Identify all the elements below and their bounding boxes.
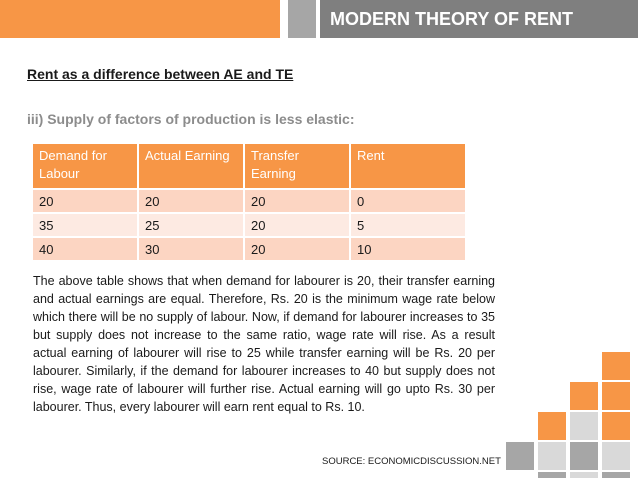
deco-square (538, 442, 566, 470)
cell-rent: 5 (350, 213, 465, 237)
deco-square (570, 412, 598, 440)
rent-table (33, 144, 465, 260)
table-row (33, 189, 465, 213)
deco-square (570, 442, 598, 470)
deco-square (602, 352, 630, 380)
source-credit: SOURCE: ECONOMICDISCUSSION.NET (322, 456, 501, 467)
cell-rent: 10 (350, 237, 465, 260)
cell-demand: 35 (33, 213, 138, 237)
cell-transfer-earning: 20 (244, 189, 350, 213)
deco-square (538, 412, 566, 440)
deco-square (570, 472, 598, 478)
section-subtitle: Rent as a difference between AE and TE (27, 66, 294, 82)
explanation-paragraph: The above table shows that when demand for labourer is 20, their transfer earning and actual earnings are equal. Therefore, Rs. 20 is the minimum wage rate below which there will be no supply of labour. Now, if demand for labourer increases to 35 but supply does not increase to the same ratio, wage rate will rise. As a result actual earning of labourer will rise to 25 while transfer earning will be Rs. 20 per labourer. Similarly, if the demand for labourer increases to 40 but supply does not rise, wage rate of labourer will further rise. Actual earning will go upto Rs. 30 per labourer. Thus, every labourer will earn rent equal to Rs. 10. (33, 274, 495, 414)
header-rent: Rent (350, 144, 465, 189)
deco-square (602, 382, 630, 410)
deco-square (506, 442, 534, 470)
table-header-row (33, 144, 465, 189)
deco-square (570, 382, 598, 410)
cell-demand: 40 (33, 237, 138, 260)
deco-square (602, 412, 630, 440)
header-gray-block (288, 0, 316, 38)
cell-transfer-earning: 20 (244, 213, 350, 237)
cell-demand: 20 (33, 189, 138, 213)
deco-square (602, 472, 630, 478)
header-transfer-earning: Transfer Earning (244, 144, 350, 189)
cell-rent: 0 (350, 189, 465, 213)
cell-transfer-earning: 20 (244, 237, 350, 260)
table-row (33, 213, 465, 237)
cell-actual-earning: 30 (138, 237, 244, 260)
deco-square (538, 472, 566, 478)
header-demand: Demand for Labour (33, 144, 138, 189)
slide-title: MODERN THEORY OF RENT (320, 0, 638, 38)
point-heading: iii) Supply of factors of production is less elastic: (27, 111, 355, 127)
header-orange-bar (0, 0, 280, 38)
table-row (33, 237, 465, 260)
cell-actual-earning: 20 (138, 189, 244, 213)
header-actual-earning: Actual Earning (138, 144, 244, 189)
cell-actual-earning: 25 (138, 213, 244, 237)
deco-square (602, 442, 630, 470)
